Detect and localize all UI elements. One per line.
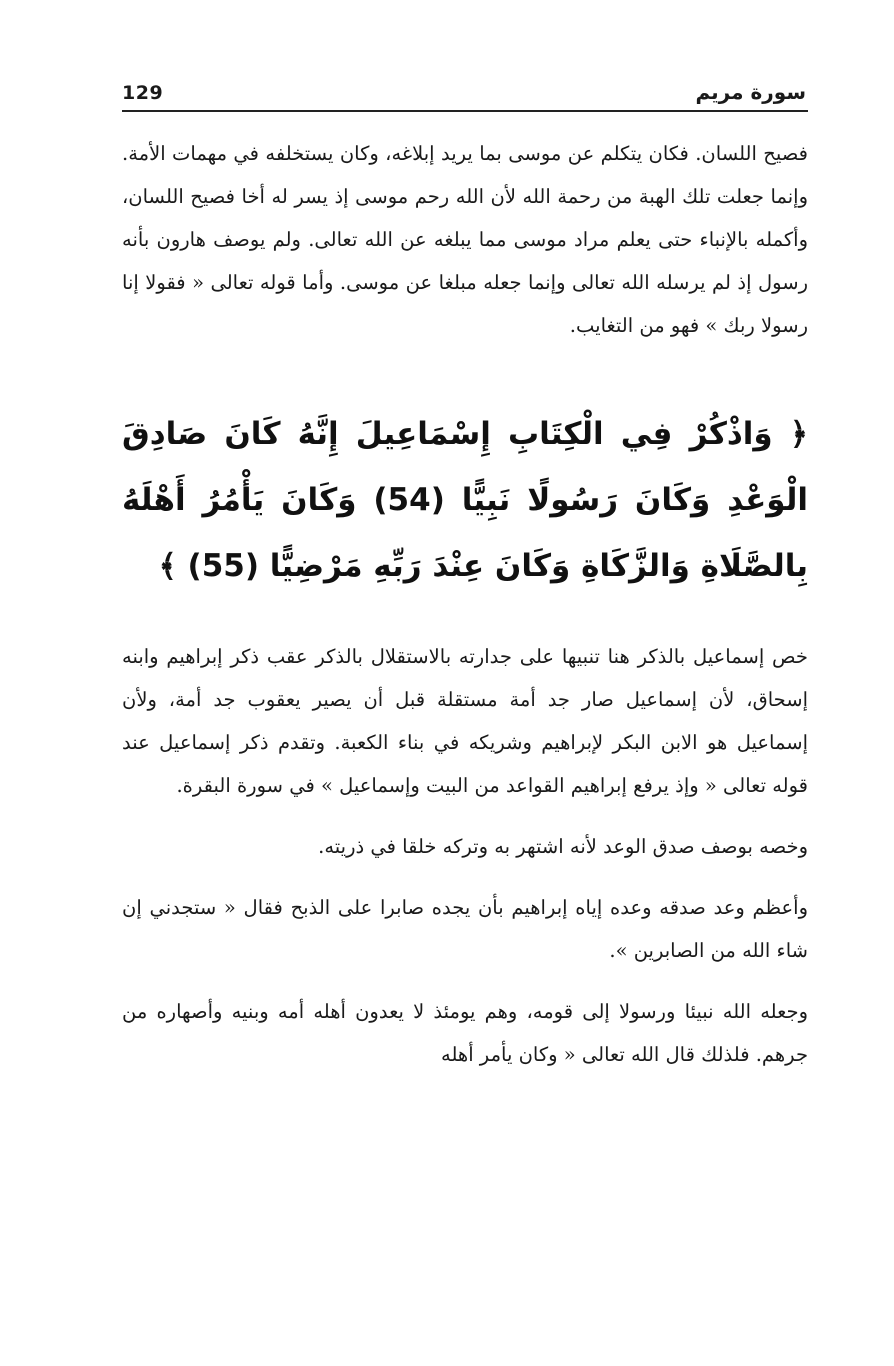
paragraph-tafsir-3: وخصه بوصف صدق الوعد لأنه اشتهر به وتركه خلقا في ذريته. [318, 835, 808, 858]
page [122, 80, 808, 1310]
paragraph-tafsir-1: فصيح اللسان. فكان يتكلم عن موسى بما يريد إبلاغه، وكان يستخلفه في مهمات الأمة. وإنما جعلت تلك الهبة من رحمة الله لأن الله رحم موسى إذ يسر له أخا فصيح اللسان، وأكمله بالإنباء حتى يعلم مراد موسى مما يبلغه عن الله تعالى. ولم يوصف هارون بأنه رسول إذ لم يرسله الله تعالى وإنما جعله مبلغا عن موسى. وأما قوله تعالى « فقولا إنا رسولا ربك » فهو من التغايب. [122, 142, 808, 337]
paragraph-tafsir-2: خص إسماعيل بالذكر هنا تنبيها على جدارته بالاستقلال بالذكر عقب ذكر إبراهيم وابنه إسحاق، لأن إسماعيل صار جد أمة مستقلة قبل أن يصير يعقوب جد أمة، ولأن إسماعيل هو الابن البكر لإبراهيم وشريكه في بناء الكعبة. وتقدم ذكر إسماعيل عند قوله تعالى « وإذ يرفع إبراهيم القواعد من البيت وإسماعيل » في سورة البقرة. [122, 645, 808, 797]
paragraph-tafsir-4: وأعظم وعد صدقه وعده إياه إبراهيم بأن يجده صابرا على الذبح فقال « ستجدني إن شاء الله من الصابرين ». [122, 896, 808, 962]
page-number: 129 [122, 82, 164, 104]
paragraph-tafsir-5: وجعله الله نبيئا ورسولا إلى قومه، وهم يومئذ لا يعدون أهله أمه وبنيه وأصهاره من جرهم. فلذلك قال الله تعالى « وكان يأمر أهله [122, 1000, 808, 1066]
page-header [122, 80, 808, 112]
quran-verse-block: ﴿ وَاذْكُرْ فِي الْكِتَابِ إِسْمَاعِيلَ إِنَّهُ كَانَ صَادِقَ الْوَعْدِ وَكَانَ رَسُولًا نَبِيًّا (54) وَكَانَ يَأْمُرُ أَهْلَهُ بِالصَّلَاةِ وَالزَّكَاةِ وَكَانَ عِنْدَ رَبِّهِ مَرْضِيًّا (55) ﴾ [122, 416, 808, 584]
surah-title: سورة مريم [695, 80, 806, 104]
